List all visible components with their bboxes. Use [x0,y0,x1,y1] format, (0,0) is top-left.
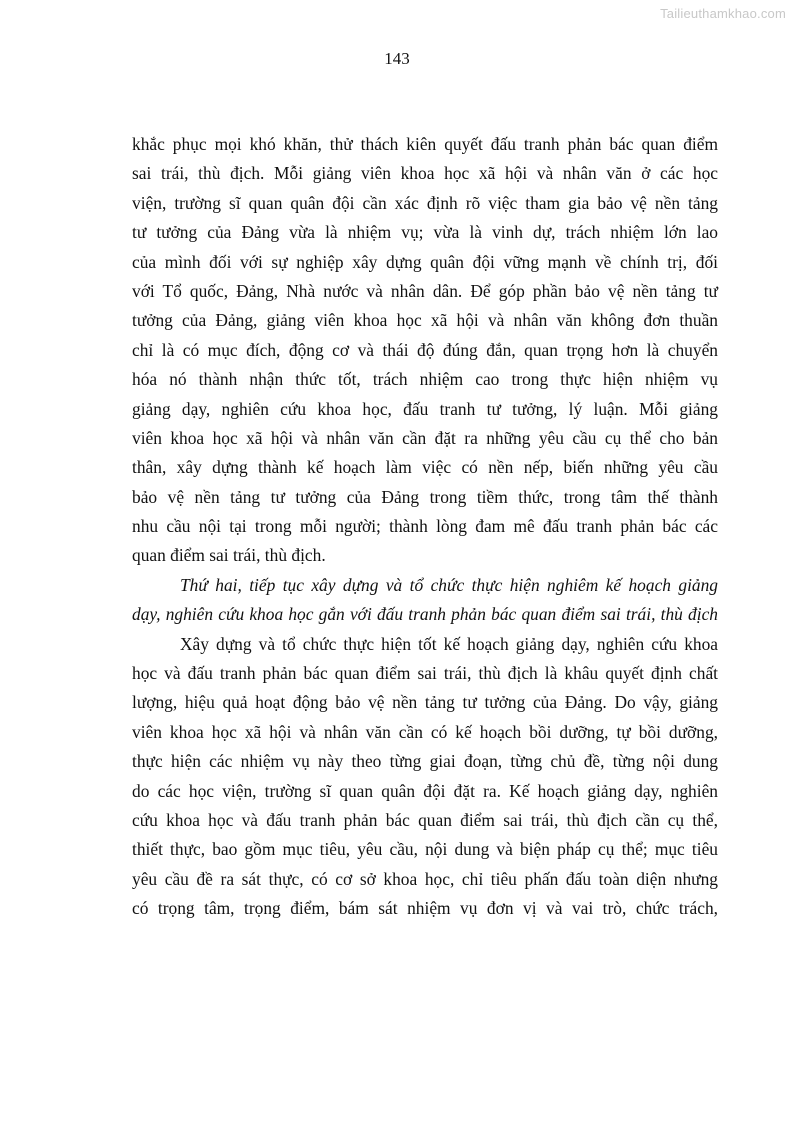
text-line: tư tưởng của Đảng vừa là nhiệm vụ; vừa là vinh dự, trách nhiệm lớn lao [132,222,718,243]
page-number: 143 [384,49,410,68]
section-heading [132,571,718,630]
text-line: viên khoa học xã hội và nhân văn cần đặt ra những yêu cầu cụ thể cho bản [132,427,718,448]
text-line: có trọng tâm, trọng điểm, bám sát nhiệm vụ đơn vị và vai trò, chức trách, [132,898,718,919]
heading-line: Thứ hai, tiếp tục xây dựng và tổ chức thực hiện nghiêm kế hoạch giảng [180,574,718,595]
text-line: thiết thực, bao gồm mục tiêu, yêu cầu, nội dung và biện pháp cụ thể; mục tiêu [132,839,718,860]
paragraph-2 [132,630,718,924]
text-line: viện, trường sĩ quan quân đội cần xác định rõ việc tham gia bảo vệ nền tảng [132,192,718,213]
text-line: chỉ là có mục đích, động cơ và thái độ đúng đắn, quan trọng hơn là chuyển [132,339,718,360]
text-line: giảng dạy, nghiên cứu khoa học, đấu tranh tư tưởng, lý luận. Mỗi giảng [132,398,718,419]
text-line: quan điểm sai trái, thù địch. [132,545,326,566]
body-text [132,130,718,924]
text-line: do các học viện, trường sĩ quan quân đội đặt ra. Kế hoạch giảng dạy, nghiên [132,780,718,801]
text-line: hóa nó thành nhận thức tốt, trách nhiệm cao trong thực hiện nhiệm vụ [132,369,718,390]
text-line: lượng, hiệu quả hoạt động bảo vệ nền tảng tư tưởng của Đảng. Do vậy, giảng [132,692,718,713]
text-line: thân, xây dựng thành kế hoạch làm việc có nền nếp, biến những yêu cầu [132,457,718,478]
text-line: tưởng của Đảng, giảng viên khoa học xã hội và nhân văn không đơn thuần [132,310,718,331]
text-line: viên khoa học xã hội và nhân văn cần có kế hoạch bồi dưỡng, tự bồi dưỡng, [132,721,718,742]
text-line: của mình đối với sự nghiệp xây dựng quân đội vững mạnh về chính trị, đối [132,251,718,272]
text-line: học và đấu tranh phản bác quan điểm sai trái, thù địch là khâu quyết định chất [132,663,718,684]
text-line: cứu khoa học và đấu tranh phản bác quan điểm sai trái, thù địch cần cụ thể, [132,809,718,830]
text-line: yêu cầu đề ra sát thực, có cơ sở khoa học, chỉ tiêu phấn đấu toàn diện nhưng [132,868,718,889]
paragraph-1 [132,130,718,571]
text-line: Xây dựng và tổ chức thực hiện tốt kế hoạch giảng dạy, nghiên cứu khoa [180,633,718,654]
watermark: Tailieuthamkhao.com [660,6,786,21]
text-line: thực hiện các nhiệm vụ này theo từng giai đoạn, từng chủ đề, từng nội dung [132,751,718,772]
text-line: nhu cầu nội tại trong mỗi người; thành lòng đam mê đấu tranh phản bác các [132,516,718,537]
text-line: bảo vệ nền tảng tư tưởng của Đảng trong tiềm thức, trong tâm thế thành [132,486,718,507]
text-line: với Tổ quốc, Đảng, Nhà nước và nhân dân. Để góp phần bảo vệ nền tảng tư [132,280,718,301]
heading-line: dạy, nghiên cứu khoa học gắn với đấu tranh phản bác quan điểm sai trái, thù địch [132,604,718,625]
text-line: khắc phục mọi khó khăn, thử thách kiên quyết đấu tranh phản bác quan điểm [132,134,718,154]
text-line: sai trái, thù địch. Mỗi giảng viên khoa học xã hội và nhân văn ở các học [132,163,718,184]
